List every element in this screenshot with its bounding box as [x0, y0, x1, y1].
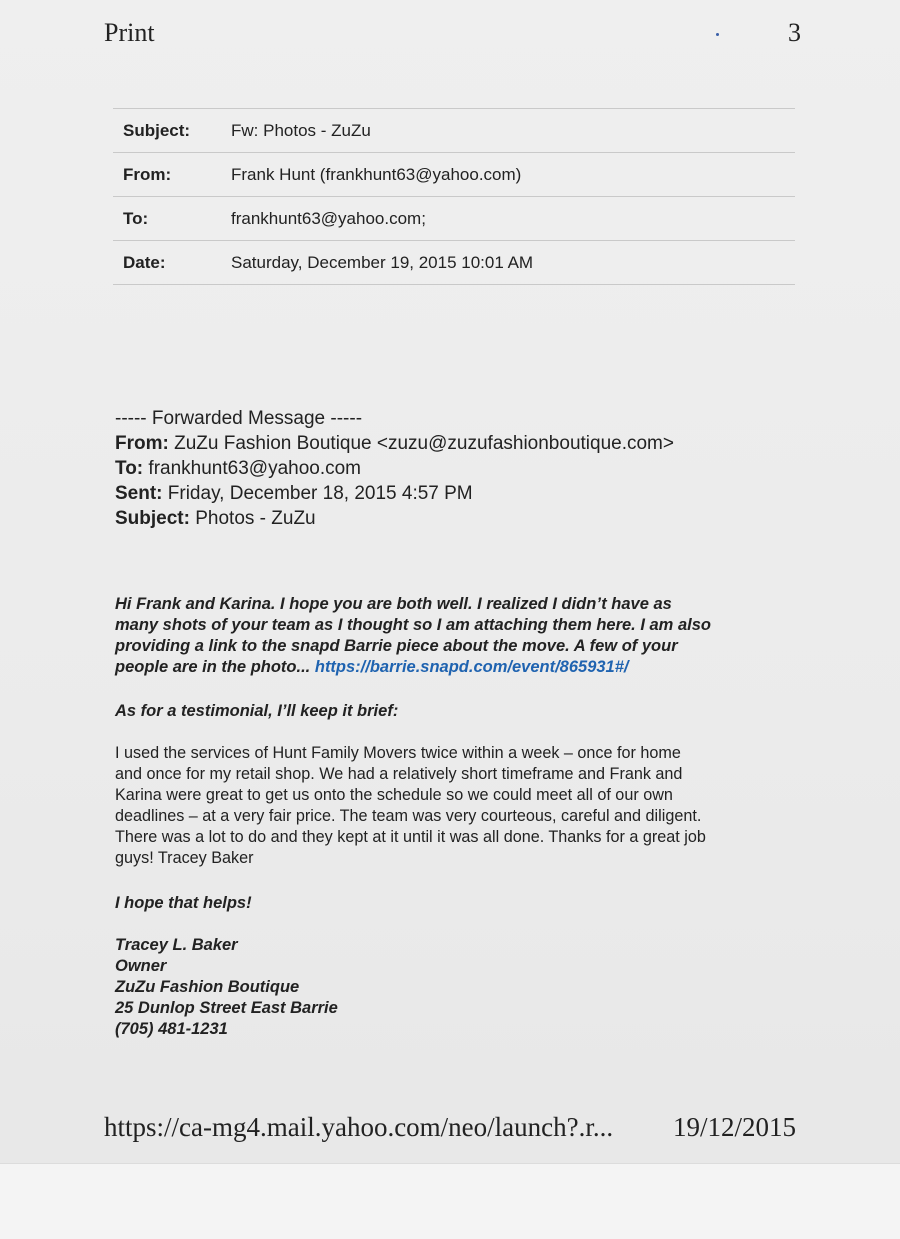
testimonial-line: There was a lot to do and they kept at it until it was all done. Thanks for a great job [115, 828, 706, 846]
signature-title: Owner [115, 957, 167, 975]
forwarded-subject-value: Photos - ZuZu [195, 508, 316, 529]
intro-line-with-link [115, 657, 805, 678]
signature-address: 25 Dunlop Street East Barrie [115, 999, 338, 1017]
subject-label: Subject: [123, 120, 191, 140]
subject-row [113, 108, 795, 152]
intro-paragraph [115, 594, 805, 678]
forwarded-subject [115, 506, 674, 531]
intro-line: Hi Frank and Karina. I hope you are both well. I realized I didn’t have as [115, 595, 672, 613]
signature-name: Tracey L. Baker [115, 936, 238, 954]
forwarded-sent-value: Friday, December 18, 2015 4:57 PM [167, 483, 473, 504]
testimonial-paragraph [115, 743, 805, 869]
signature-phone: (705) 481-1231 [115, 1020, 228, 1038]
footer-url: https://ca-mg4.mail.yahoo.com/neo/launch?.r... [104, 1112, 614, 1142]
forwarded-from [115, 431, 674, 456]
forwarded-sent-label: Sent: [115, 483, 163, 504]
date-row [113, 240, 795, 285]
paper-bottom-edge [0, 1163, 900, 1239]
signature-block [115, 935, 805, 1040]
snapd-link[interactable]: https://barrie.snapd.com/event/865931#/ [314, 658, 629, 676]
footer-date: 19/12/2015 [673, 1112, 797, 1142]
page-number: 3 [788, 18, 801, 47]
signature-company: ZuZu Fashion Boutique [115, 978, 300, 996]
print-label: Print [104, 18, 155, 47]
forwarded-to-value: frankhunt63@yahoo.com [148, 458, 362, 479]
forwarded-sent [115, 481, 674, 506]
forwarded-to-label: To: [115, 458, 144, 479]
to-row [113, 196, 795, 240]
forwarded-title: ----- Forwarded Message ----- [115, 408, 363, 429]
forwarded-message-block [115, 406, 674, 531]
intro-last-text: people are in the photo... [115, 658, 315, 676]
forwarded-to [115, 456, 674, 481]
scan-speck [716, 33, 719, 36]
intro-line: many shots of your team as I thought so I am attaching them here. I am also [115, 616, 711, 634]
forwarded-subject-label: Subject: [115, 508, 190, 529]
closing-line: I hope that helps! [115, 894, 252, 912]
to-label: To: [123, 208, 149, 228]
email-header-table [113, 108, 795, 285]
testimonial-line: Karina were great to get us onto the schedule so we could meet all of our own [115, 786, 673, 804]
testimonial-line: deadlines – at a very fair price. The team was very courteous, careful and diligent. [115, 807, 702, 825]
testimonial-heading: As for a testimonial, I’ll keep it brief: [115, 702, 399, 720]
from-label: From: [123, 164, 172, 184]
forwarded-from-label: From: [115, 433, 169, 454]
intro-line: providing a link to the snapd Barrie piece about the move. A few of your [115, 637, 678, 655]
forwarded-from-value: ZuZu Fashion Boutique <zuzu@zuzufashionboutique.com> [174, 433, 674, 454]
testimonial-line: I used the services of Hunt Family Movers twice within a week – once for home [115, 744, 681, 762]
subject-value: Fw: Photos - ZuZu [231, 120, 371, 140]
to-value: frankhunt63@yahoo.com; [231, 208, 426, 228]
testimonial-line: and once for my retail shop. We had a relatively short timeframe and Frank and [115, 765, 683, 783]
from-value: Frank Hunt (frankhunt63@yahoo.com) [231, 164, 522, 184]
date-label: Date: [123, 252, 166, 272]
testimonial-line: guys! Tracey Baker [115, 849, 254, 867]
from-row [113, 152, 795, 196]
date-value: Saturday, December 19, 2015 10:01 AM [231, 252, 534, 272]
